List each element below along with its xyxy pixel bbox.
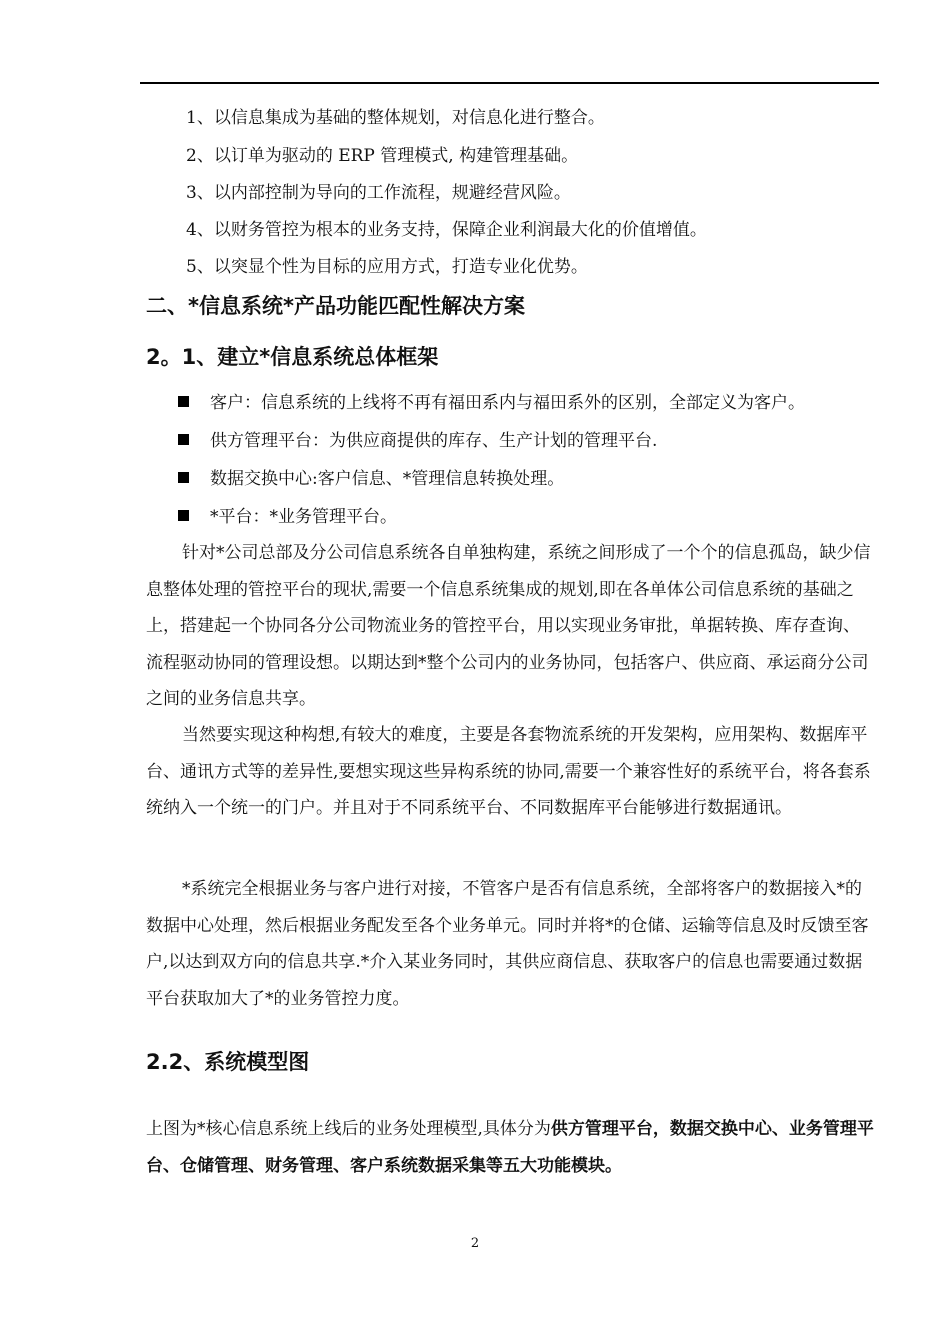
bullet-text: 数据交换中心:客户信息、*管理信息转换处理。 [210,469,565,489]
bullet-item-2 [178,430,657,452]
bullet-item-4 [178,506,397,528]
square-bullet-icon [178,510,189,521]
paragraph-4-text: 上图为*核心信息系统上线后的业务处理模型,具体分为 [146,1119,551,1139]
numbered-item-3: 3、以内部控制为导向的工作流程，规避经营风险。 [186,183,571,203]
section-heading-2-2: 2.2、系统模型图 [146,1050,310,1074]
paragraph-3-text: *系统完全根据业务与客户进行对接，不管客户是否有信息系统，全部将客户的数据接入*的数据中心处理，然后根据业务配发至各个业务单元。同时并将*的仓储、运输等信息及时反馈至客户,以达到双方向的信息共享.*介入某业务同时，其供应商信息、获取客户的信息也需要通过数据平台获取加大了*的业务管控力度。 [146,879,869,1009]
section-heading-2-1: 2。1、建立*信息系统总体框架 [146,345,439,369]
page-number: 2 [470,1236,480,1251]
paragraph-1 [146,535,874,718]
bullet-text: 客户：信息系统的上线将不再有福田系内与福田系外的区别，全部定义为客户。 [210,393,805,413]
paragraph-2-text: 当然要实现这种构想,有较大的难度，主要是各套物流系统的开发架构，应用架构、数据库平台、通讯方式等的差异性,要想实现这些异构系统的协同,需要一个兼容性好的系统平台，将各套系统纳入一个统一的门户。并且对于不同系统平台、不同数据库平台能够进行数据通讯。 [146,725,871,818]
paragraph-4-bold-text: 供方管理平台，数据交换中心、业务管理平台、仓储管理、财务管理、客户系统数据采集等五大功能模块。 [146,1119,874,1176]
square-bullet-icon [178,396,189,407]
paragraph-3 [146,871,874,1017]
numbered-item-5: 5、以突显个性为目标的应用方式，打造专业化优势。 [186,257,588,277]
square-bullet-icon [178,434,189,445]
bullet-text: *平台：*业务管理平台。 [210,507,397,527]
paragraph-4 [146,1111,874,1184]
bullet-text: 供方管理平台：为供应商提供的库存、生产计划的管理平台. [210,431,658,451]
numbered-item-1: 1、以信息集成为基础的整体规划，对信息化进行整合。 [186,108,605,128]
paragraph-2 [146,717,874,827]
bullet-item-1 [178,392,805,414]
numbered-item-2: 2、以订单为驱动的 ERP 管理模式, 构建管理基础。 [186,146,579,166]
section-heading-2: 二、*信息系统*产品功能匹配性解决方案 [146,294,525,318]
bullet-item-3 [178,468,564,490]
paragraph-1-text: 针对*公司总部及分公司信息系统各自单独构建，系统之间形成了一个个的信息孤岛，缺少信息整体处理的管控平台的现状,需要一个信息系统集成的规划,即在各单体公司信息系统的基础之上，搭建起一个协同各分公司物流业务的管控平台，用以实现业务审批，单据转换、库存查询、流程驱动协同的管理设想。以期达到*整个公司内的业务协同，包括客户、供应商、承运商分公司之间的业务信息共享。 [146,543,871,709]
header-rule [140,82,879,84]
square-bullet-icon [178,472,189,483]
numbered-item-4: 4、以财务管控为根本的业务支持，保障企业利润最大化的价值增值。 [186,220,707,240]
